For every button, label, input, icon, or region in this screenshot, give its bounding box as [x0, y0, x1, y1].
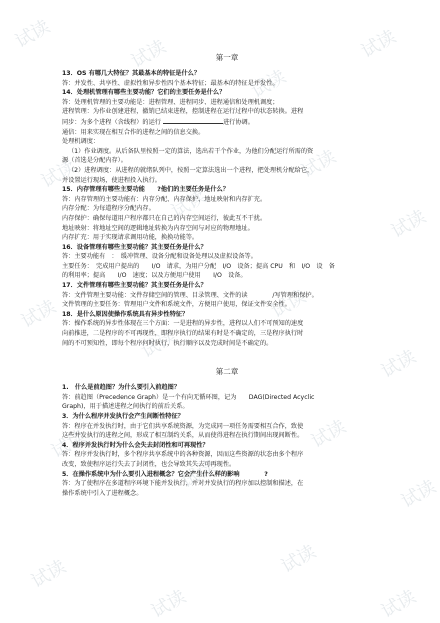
answer-line: 内存分配：为每道程序分配内存。	[62, 205, 155, 213]
answer-line: 答：处理机管理的主要功能是：进程管理、进程同步、进程通信和处理机调度；	[62, 98, 279, 106]
answer-line: 地址映射：将地址空间的逻辑地址转换为内存空间与对应的物理地址。	[62, 224, 254, 232]
watermark-text: 试读	[11, 16, 54, 53]
answer-line: 内存保护：确保每道用户程序都只在自己的内存空间运行，彼此互不干扰。	[62, 214, 267, 222]
watermark-text: 试读	[397, 476, 440, 513]
answer-line: 的利用率；提高 I/O 速度；以及方便用户使用 I/O 设备。	[62, 272, 247, 280]
watermark-text: 试读	[387, 206, 430, 243]
watermark-text: 试读	[167, 186, 210, 223]
answer-line: （2）进程调度：从进程的就绪队列中，按照一定算法选出一个进程，把处理机分配给它，	[68, 166, 314, 174]
answer-line: 主要任务： 完成用户提出的 I/O 请求，为用户分配 I/O 设备；提高 CPU 和 I/O 设 备	[62, 262, 335, 270]
watermark-text: 试读	[377, 586, 420, 623]
answer-line: 处理机调度：	[62, 138, 100, 146]
answer-line: （1）作业调度。从后备队里按照一定的算法，选出若干个作业，为他们分配运行所需的资	[68, 147, 314, 155]
answer-line: 间的不可预知性，即每个程序何时执行，执行顺序以及完成时间是不确定的。	[62, 339, 273, 347]
answer-line: 向前推进，二是程序的不可再现性，即程序执行的结果有时是不确定的，三是程序执行时	[62, 330, 304, 338]
answer-line: 答：内存管理的主要功能有：内存分配、内存保护、地址映射和内存扩充。	[62, 195, 267, 203]
answer-line: 答：并发性、共享性、虚拟性和异步性四个基本特征；最基本的特征是并发性。	[62, 79, 279, 87]
question-heading: 15．内存管理有哪些主要功能 ?他们的主要任务是什么？	[62, 186, 229, 194]
watermark-text: 试读	[137, 326, 180, 363]
watermark-text: 试读	[297, 146, 340, 183]
answer-line: 答：前趋图（Precedence Graph）是一个有向无循环图，记为 DAG(Directed Acyclic	[62, 393, 315, 401]
blank-underline	[163, 117, 223, 124]
watermark-text: 试读	[127, 36, 170, 73]
question-heading: 16．设备管理有哪些主要功能？其主要任务是什么？	[62, 243, 207, 251]
question-heading: 4．程序并发执行时为什么会失去封闭性和可再现性？	[62, 441, 209, 449]
question-heading: 13．OS 有哪几大特征？其最基本的特征是什么？	[62, 70, 201, 77]
answer-line: 答：操作系统的异步性体现在三个方面：一是进程的异步性，进程以人们不可预知的速度	[62, 320, 304, 328]
chapter-1-body	[62, 69, 392, 348]
answer-line: 答：文件管理主要功能：文件存储空间的管理、目录管理、文件的读 /写管理和保护。	[62, 291, 318, 299]
watermark-text: 试读	[377, 346, 420, 383]
question-heading: 14．处理机管理有哪些主要功能？它们的主要任务是什么？	[62, 89, 226, 97]
question-heading: 3．为什么程序并发执行会产生间断性特征？	[62, 413, 184, 420]
answer-line: 改变，致使程序运行失去了封闭性，也会导致其失去可再现性。	[62, 460, 236, 468]
watermark-text: 试读	[37, 156, 80, 193]
answer-line: 进程管理：为作业创建进程，撤销已结束进程，控制进程在运行过程中的状态转换。进程	[62, 108, 304, 116]
answer-line: 内存扩充：用于实现请求调用功能，换换功能等。	[62, 234, 199, 242]
chapter-2-title: 第二章	[215, 367, 239, 377]
watermark-text: 试读	[27, 556, 70, 593]
watermark-text: 试读	[277, 541, 320, 578]
answer-line: 答：程序并发执行时，多个程序共享系统中的各种资源，因而这些资源的状态由多个程序	[62, 451, 304, 459]
answer-line: 答：程序在并发执行时，由于它们共享系统资源，为完成同一项任务需要相互合作，致使	[62, 422, 304, 430]
document-page	[62, 52, 392, 498]
watermark-text: 试读	[247, 66, 290, 103]
answer-line: 通信：用来实现在相互合作的进程之间的信息交换。	[62, 128, 205, 136]
question-heading: 5．在操作系统中为什么要引入进程概念？它会产生什么样的影响 ?	[62, 470, 268, 478]
watermark-text: 试读	[307, 416, 350, 453]
watermark-text: 试读	[147, 586, 190, 623]
answer-line: 答：为了使程序在多道程序环境下能并发执行，并对并发执行的程序加以控制和描述，在	[62, 480, 304, 488]
answer-line: Graph)，用于描述进程之间执行的前后关系。	[62, 403, 189, 411]
answer-line: 这些并发执行的进程之间，形成了相互制约关系，从而使得进程在执行期间出现间断性。	[62, 432, 304, 440]
question-heading: 17．文件管理有哪些主要功能？其主要任务是什么？	[62, 282, 207, 290]
watermark-text: 试读	[267, 286, 310, 323]
answer-line: 同步：为多个进程（含线程）的运行 进行协调。	[62, 118, 254, 126]
watermark-text: 试读	[17, 296, 60, 333]
chapter-2-body	[62, 383, 392, 498]
answer-line: 源（首选是分配内存）。	[62, 157, 127, 165]
answer-line: 操作系统中引入了进程概念。	[62, 489, 143, 497]
watermark-text: 试读	[177, 456, 220, 493]
answer-line: 答：主要功能有 ： 缓冲管理、设备分配和设备处理以及虚拟设备等。	[62, 253, 257, 261]
answer-line: 并设置运行现场，使进程投入执行。	[62, 176, 161, 184]
watermark-text: 试读	[357, 26, 400, 63]
answer-line: 文件管理的主要任务：管理用户文件和系统文件，方便用户使用，保证文件安全性。	[62, 301, 291, 309]
watermark-text: 试读	[47, 426, 90, 463]
chapter-1-title: 第一章	[215, 53, 239, 62]
question-heading: 1. 什么是前趋图？为什么要引入前趋图？	[62, 384, 181, 392]
question-heading: 18．是什么原因使操作系统具有异步性特征？	[62, 310, 189, 318]
